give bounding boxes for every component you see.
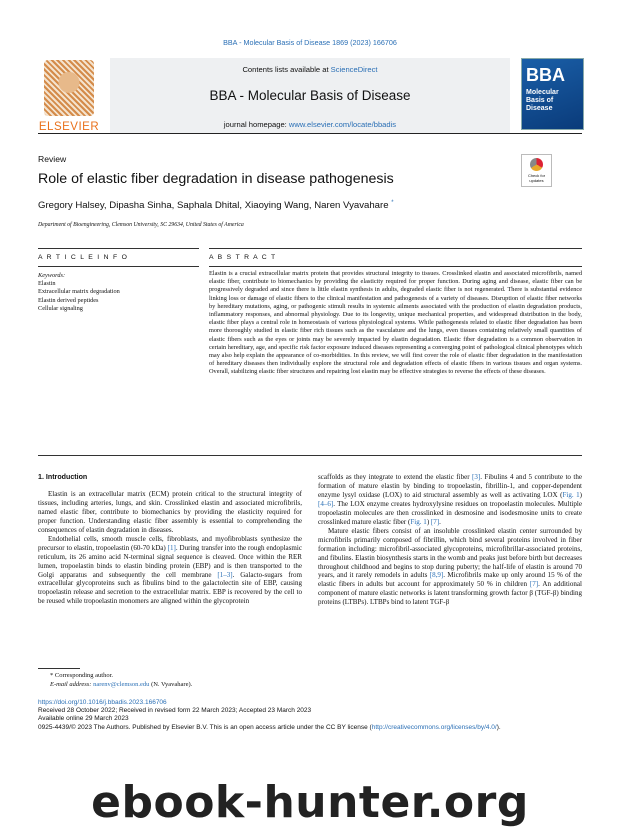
figure-link[interactable]: Fig. 1 [562, 490, 580, 499]
sciencedirect-link[interactable]: ScienceDirect [330, 65, 378, 74]
article-info-heading: A R T I C L E I N F O [38, 254, 129, 261]
cover-subtitle: Molecular Basis of Disease [526, 89, 559, 112]
keyword-item: Elastin derived peptides [38, 296, 99, 304]
section-heading: 1. Introduction [38, 473, 88, 481]
online-date: Available online 29 March 2023 [38, 715, 129, 723]
citation-link[interactable]: [7] [430, 517, 440, 526]
corresponding-author-note: * Corresponding author. [50, 672, 114, 679]
journal-cover[interactable] [521, 58, 584, 130]
journal-title: BBA - Molecular Basis of Disease [209, 88, 411, 103]
email-link[interactable]: narenv@clemson.edu [93, 681, 150, 688]
body-column-left [38, 473, 302, 606]
cover-title: BBA [526, 65, 565, 85]
received-dates: Received 28 October 2022; Received in revised form 22 March 2023; Accepted 23 March 2023 [38, 707, 312, 715]
homepage-link[interactable]: www.elsevier.com/locate/bbadis [288, 120, 397, 129]
citation-link[interactable]: [3] [472, 473, 481, 481]
figure-link[interactable]: Fig. 1 [410, 517, 427, 526]
divider [209, 266, 582, 267]
paragraph: scaffolds as they integrate to extend the elastic fiber [3]. Fibulins 4 and 5 contribute to the formation of mature elastin by binding to tropoelastin, fibrillin-1, and copper-dependent enzyme lysyl oxidase (LOX) to aid structural assembly as well as activating LOX (Fig. 1) [4–6]. The LOX enzyme creates hydroxylysine residues on tropoelastin molecules. Multiple tropoelastin molecules are then crosslinked in desmosine and isodesmosine units to create crosslinked mature elastic fiber (Fig. 1) [7]. [318, 473, 582, 526]
watermark: ebook-hunter.org [91, 777, 529, 828]
affiliation: Department of Bioengineering, Clemson University, SC 29634, United States of America [38, 222, 244, 228]
divider [38, 266, 199, 267]
divider [209, 248, 582, 249]
crossmark-label: Check for updates [527, 173, 546, 183]
divider [38, 455, 582, 456]
citation-link[interactable]: [1–3] [217, 570, 233, 579]
keywords-label: Keywords: [38, 272, 66, 279]
keyword-item: Elastin [38, 280, 56, 288]
body-column-right [318, 473, 582, 607]
journal-info-box [110, 58, 510, 133]
keyword-item: Extracellular matrix degradation [38, 288, 120, 296]
citation-link[interactable]: [8,9] [429, 571, 444, 580]
elsevier-tree-icon [44, 60, 94, 116]
license-line: 0925-4439/© 2023 The Authors. Published by Elsevier B.V. This is an open access article under the CC BY license (http://creativecommons.org/licenses/by/4.0/). [38, 723, 501, 731]
license-link[interactable]: http://creativecommons.org/licenses/by/4.0/ [371, 723, 497, 731]
citation-link[interactable]: [4–6] [318, 499, 334, 508]
journal-masthead [38, 58, 582, 134]
publication-info [38, 699, 501, 732]
author-list: Gregory Halsey, Dipasha Sinha, Saphala Dhital, Xiaoying Wang, Naren Vyavahare * [38, 200, 394, 212]
footnote-divider [38, 668, 80, 669]
article-title: Role of elastic fiber degradation in disease pathogenesis [38, 171, 394, 187]
paragraph: Elastin is an extracellular matrix (ECM) protein critical to the structural integrity of tissues, including arteries, lungs, and skin. Crosslinked elastin and associated microfibrils, named elastic fiber, contribute to biomechanics by providing the elasticity required for proper function. Understanding elastic fiber assembly is essential to comprehending the consequences of elastin degradation in diseases. [38, 489, 302, 534]
crossmark-icon [530, 158, 543, 171]
abstract-heading: A B S T R A C T [209, 254, 277, 261]
contents-line: Contents lists available at ScienceDirect [242, 65, 378, 74]
crossmark-button[interactable] [521, 154, 552, 187]
citation-link[interactable]: [1] [167, 543, 176, 552]
elsevier-wordmark: ELSEVIER [38, 121, 100, 133]
footnote [38, 671, 192, 689]
paragraph: Endothelial cells, smooth muscle cells, fibroblasts, and myofibroblasts synthesize the precursor to elastin, tropoelastin (60-70 kDa) [1]. During transfer into the rough endoplasmic reticulum, its 26 amino acid N-terminal signal sequence is cleaved. Once within the RER lumen, tropoelastin binds to elastin binding protein (EBP) and is then transported to the Golgi apparatus and subsequently the cell membrane [1–3]. Galacto-sugars from extracellular glycoproteins such as fibulins bind to the galactolectin site of EBP, causing tropoelastin release and secretion to the extracellular matrix. EBP is recovered by the cell to be reused while tropoelastin monomers are aligned within the glycoprotein [38, 534, 303, 606]
article-type: Review [38, 154, 67, 164]
keywords-block [38, 272, 120, 313]
divider [38, 248, 199, 249]
paragraph: Mature elastic fibers consist of an insoluble crosslinked elastin center surrounded by microfibrils primarily composed of fibrillin, which bind several proteins involved in fiber formation including: microfibril-associated glycoproteins, microfibrillar-associated proteins, and fibulins. Elastin biosynthesis starts in the womb and peaks just before birth but decreases throughout childhood and begins to stop during puberty; the half-life of elastin is around 70 years, and it rarely remodels in adults [8,9]. Microfibrils make up only around 15 % of the elastic fibers in adults but account for approximately 50 % in children [7]. An additional component of mature elastic networks is latent transforming growth factor β (TGF-β) binding proteins (LTBPs). LTBPs bind to latent TGF-β [318, 526, 582, 607]
abstract-text: Elastin is a crucial extracellular matrix protein that provides structural integrity to tissues. Crosslinked elastin and associated microfibrils, named elastic fiber, contribute to biomechanics by providing the elasticity required for proper function. During aging and disease, elastic fiber can be progressively degraded and since there is little elastin synthesis in adults, degraded elastic fiber is not regenerated. There is substantial evidence linking loss or damage of elastic fibers to the clinical manifestation and pathogenesis of a variety of diseases. Disruption of elastic fiber networks by hereditary mutations, aging, or pathogenic stimuli results in systemic ailments associated with the production of elastin degradation products, inflammatory responses, and abnormal physiology. Due to its longevity, unique mechanical properties, and widespread distribution in the body, elastic fiber plays a central role in homeostasis of various physiological systems. While pathogenesis related to elastic fiber degradation has been more thoroughly studied in elastic fiber rich tissues such as the vasculature and the lungs, even tissues containing relatively small quantities of elastic fibers such as the eyes or joints may be severely impacted by elastin degradation. Elastic fiber degradation is a common observation in certain hereditary, age, and specific risk factor exposure induced diseases representing a converging point of pathological clinical phenotypes which may also help explain the appearance of co-morbidities. In this review, we will first cover the role of elastic fiber degradation in the manifestation of hereditary diseases then individually explore the structural role and degradation effects of elastic fibers in various tissues and organ systems. Overall, stabilizing elastic fiber structures and repairing lost elastin may be effective strategies to reverse the effects of these diseases. [209, 270, 582, 376]
corresponding-author-mark[interactable]: * [391, 200, 394, 206]
elsevier-logo[interactable] [38, 60, 100, 133]
doi-link[interactable]: https://doi.org/10.1016/j.bbadis.2023.166706 [38, 699, 167, 706]
journal-citation[interactable]: BBA - Molecular Basis of Disease 1869 (2023) 166706 [223, 38, 397, 47]
keyword-item: Cellular signaling [38, 304, 83, 312]
homepage-line: journal homepage: www.elsevier.com/locate/bbadis [223, 120, 397, 129]
email-line: E-mail address: narenv@clemson.edu (N. Vyavahare). [50, 681, 193, 688]
citation-link[interactable]: [7] [529, 580, 539, 589]
